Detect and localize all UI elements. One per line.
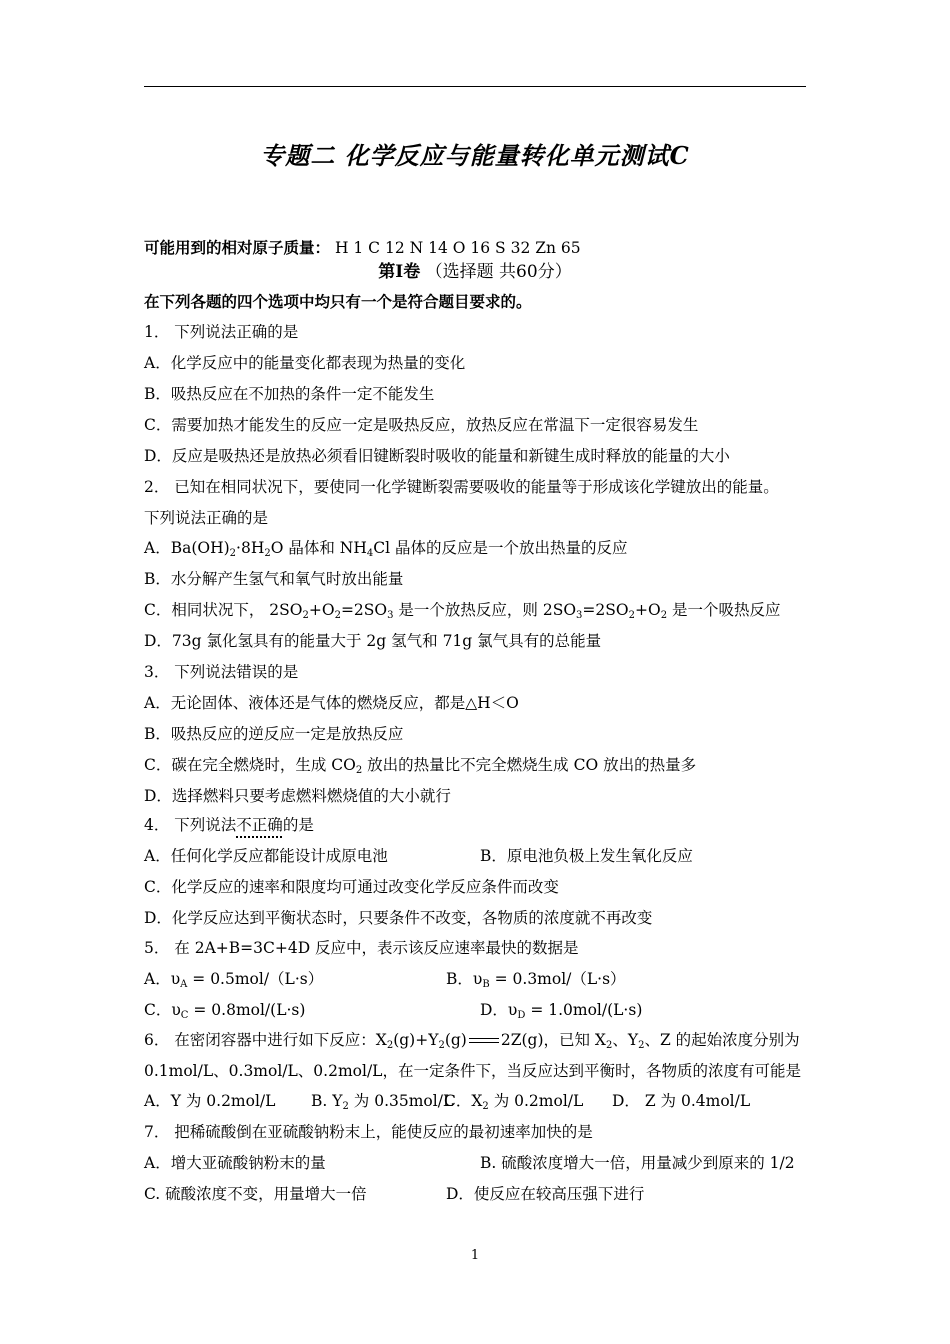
q1-option-a: A．化学反应中的能量变化都表现为热量的变化	[144, 354, 466, 372]
q2-option-d: D．73g 氯化氢具有的能量大于 2g 氢气和 71g 氯气具有的总能量	[144, 632, 602, 650]
q3-option-a: A．无论固体、液体还是气体的燃烧反应，都是△H＜O	[144, 694, 519, 712]
q4-option-b: B．原电池负极上发生氧化反应	[480, 847, 693, 865]
q5-option-d: D．$\upsilon_D = 1.0mol/(L\cdot s)$	[480, 1001, 643, 1021]
q2-option-b: B．水分解产生氢气和氧气时放出能量	[144, 570, 404, 588]
q5-option-c: C．$\upsilon_C = 0.8mol/(L\cdot s)$	[144, 1001, 306, 1021]
q1-option-b: B．吸热反应在不加热的条件一定不能发生	[144, 385, 435, 403]
q4-option-a: A．任何化学反应都能设计成原电池	[144, 847, 388, 865]
atomic-masses-label: 可能用到的相对原子质量：	[144, 238, 331, 257]
atomic-masses-values: H 1 C 12 N 14 O 16 S 32 Zn 65	[334, 239, 581, 257]
atomic-masses	[144, 238, 581, 258]
q4-stem: 4． 下列说法不正确的是	[144, 816, 314, 834]
q5-option-b: B．$\upsilon_B = 0.3mol/(L\cdot s)$	[446, 970, 626, 990]
q2-stem-cont: 下列说法正确的是	[144, 509, 269, 527]
q2-stem: 2． 已知在相同状况下，要使同一化学键断裂需要吸收的能量等于形成该化学键放出的能量。	[144, 478, 779, 496]
q7-stem: 7． 把稀硫酸倒在亚硫酸钠粉末上，能使反应的最初速率加快的是	[144, 1123, 593, 1141]
section-heading	[0, 262, 950, 282]
q7-option-c: C. 硫酸浓度不变，用量增大一倍	[144, 1185, 367, 1203]
q3-option-d: D．选择燃料只要考虑燃料燃烧值的大小就行	[144, 787, 451, 805]
q4-option-d: D．化学反应达到平衡状态时，只要条件不改变，各物质的浓度就不再改变	[144, 909, 653, 927]
q5-stem: 5． 在 2A+B=3C+4D 反应中，表示该反应速率最快的数据是	[144, 939, 579, 957]
equilibrium-arrow-icon	[467, 1036, 501, 1046]
q3-option-b: B．吸热反应的逆反应一定是放热反应	[144, 725, 404, 743]
q3-option-c: C．碳在完全燃烧时，生成 $CO_2$ 放出的热量比不完全燃烧生成 CO 放出的热量多	[144, 756, 697, 776]
q7-option-a: A．增大亚硫酸钠粉末的量	[144, 1154, 326, 1172]
header-rule	[144, 86, 806, 87]
q6-stem: 6． 在密闭容器中进行如下反应：$X_2(g)+Y_2(g)$ 2Z(g)，已知 $X_2$、$Y_2$、Z 的起始浓度分别为	[144, 1031, 800, 1051]
q6-option-a: A．Y 为 0.2mol/L	[144, 1092, 276, 1110]
q5-option-a: A．$\upsilon_A = 0.5mol/(L\cdot s)$	[144, 970, 324, 990]
q1-option-d: D．反应是吸热还是放热必须看旧键断裂时吸收的能量和新键生成时释放的能量的大小	[144, 447, 730, 465]
q4-emphasis: 不正确	[236, 816, 283, 834]
q6-stem-cont: 0.1mol/L、0.3mol/L、0.2mol/L，在一定条件下，当反应达到平衡时，各物质的浓度有可能是	[144, 1062, 801, 1080]
q6-option-b: B. $Y_2$ 为 0.35mol/L	[311, 1092, 454, 1112]
section-name: 第Ⅰ卷	[378, 262, 421, 282]
q6-option-c: C．$X_2$ 为 0.2mol/L	[444, 1092, 584, 1112]
page-number: 1	[470, 1248, 480, 1263]
q6-option-d: D． Z 为 0.4mol/L	[612, 1092, 751, 1110]
q1-option-c: C．需要加热才能发生的反应一定是吸热反应，放热反应在常温下一定很容易发生	[144, 416, 699, 434]
q4-option-c: C．化学反应的速率和限度均可通过改变化学反应条件而改变	[144, 878, 559, 896]
page-title: 专题二 化学反应与能量转化单元测试C	[260, 141, 690, 170]
q2-option-c: C．相同状况下， $2SO_2+O_2=2SO_3$ 是一个放热反应，则 $2SO_3=2SO_2+O_2$ 是一个吸热反应	[144, 601, 781, 621]
q2-option-a: A．$Ba(OH)_2\cdot 8H_2O$ 晶体和 $NH_4Cl$ 晶体的反应是一个放出热量的反应	[144, 539, 628, 559]
q7-option-b: B. 硫酸浓度增大一倍，用量减少到原来的 1/2	[480, 1154, 795, 1172]
section-desc: （选择题 共60分）	[425, 262, 572, 282]
q3-stem: 3． 下列说法错误的是	[144, 663, 299, 681]
q7-option-d: D．使反应在较高压强下进行	[446, 1185, 645, 1203]
q1-stem: 1． 下列说法正确的是	[144, 323, 299, 341]
instruction: 在下列各题的四个选项中均只有一个是符合题目要求的。	[144, 292, 532, 311]
